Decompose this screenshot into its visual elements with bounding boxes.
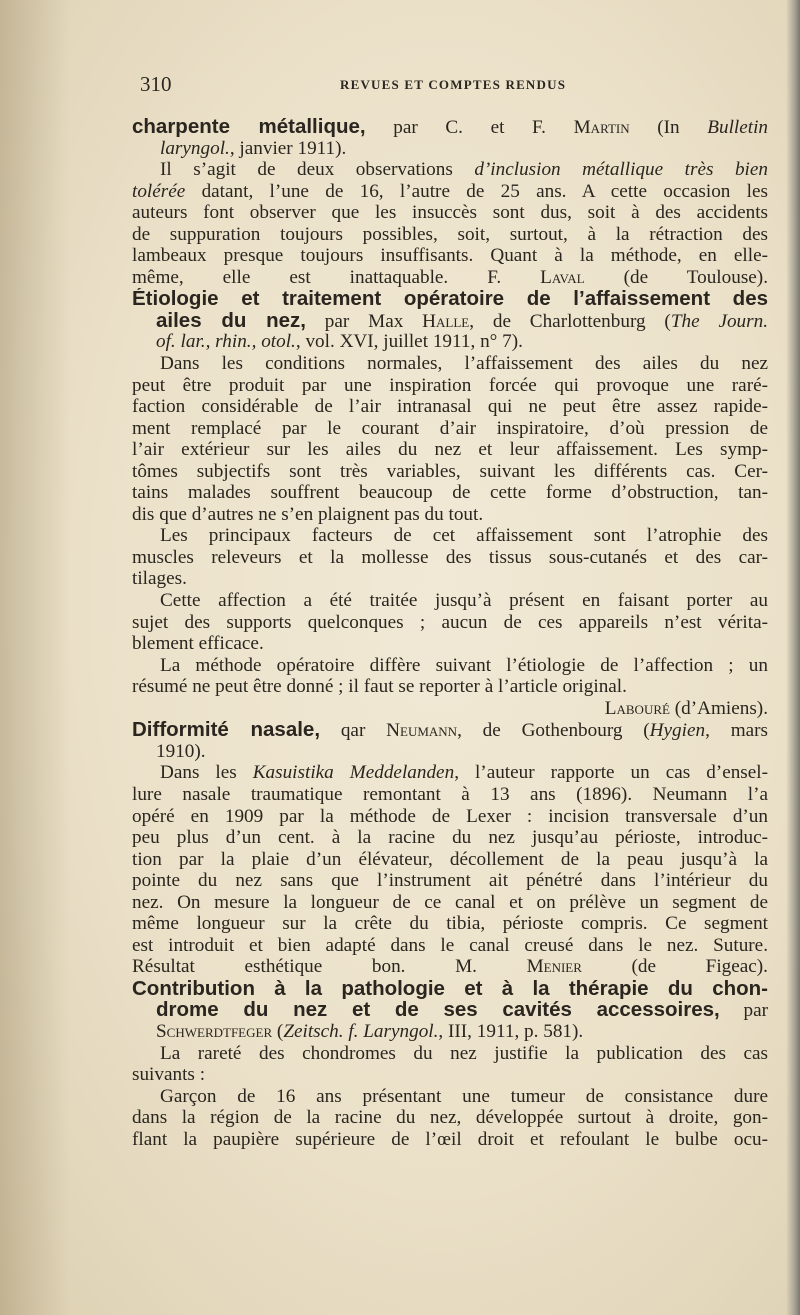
text-line	[132, 806, 768, 828]
text-segment: Dans les conditions normales, l’affaissement des ailes du nez	[160, 353, 768, 375]
text-line	[132, 525, 768, 547]
text-line	[132, 719, 768, 741]
italic-text: Zeitsch. f. Laryngol.	[283, 1020, 439, 1042]
text-line	[132, 698, 768, 720]
text-segment: même longueur sur la crête du tibia, périoste compris. Ce segment	[132, 913, 768, 935]
text-segment: (de Figeac).	[581, 956, 768, 978]
text-line	[132, 245, 768, 267]
text-segment: faction considérable de l’air intranasal qui ne peut être assez rapide-	[132, 396, 768, 418]
text-line	[132, 999, 768, 1021]
author-name: Labouré	[604, 697, 670, 719]
text-line	[132, 159, 768, 181]
text-segment: 1910).	[156, 740, 206, 762]
text-line	[132, 1064, 768, 1086]
running-head: REVUES ET COMPTES RENDUS	[340, 77, 567, 92]
text-line	[132, 504, 768, 526]
text-segment: tion par la plaie d’un élévateur, décollement de la peau jusqu’à la	[132, 848, 768, 870]
text-segment: tilages.	[132, 568, 187, 590]
text-line	[132, 784, 768, 806]
author-name: Halle	[422, 310, 470, 332]
text-segment: , de Gothenbourg (	[457, 720, 650, 741]
text-segment: même, elle est inattaquable. F.	[132, 266, 541, 288]
italic-text: tolérée	[132, 180, 186, 202]
text-segment: Il s’agit de deux observations	[160, 159, 475, 181]
text-line	[132, 827, 768, 849]
text-segment: opéré en 1909 par la méthode de Lexer : incision transversale d’un	[132, 805, 768, 827]
text-segment: La méthode opératoire diffère suivant l’étiologie de l’affection ; un	[160, 654, 768, 676]
article-title: Contribution à la pathologie et à la thérapie du chon-	[132, 977, 768, 1000]
italic-text: Kasuistika Meddelanden	[252, 762, 455, 784]
text-line	[132, 849, 768, 871]
page-number: 310	[140, 72, 172, 96]
text-line	[132, 676, 768, 698]
text-segment: Les principaux facteurs de cet affaissement sont l’atrophie des	[160, 525, 768, 547]
body-text	[132, 116, 768, 1150]
text-segment: sujet des supports quelconques ; aucun de ces appareils n’est vérita-	[132, 611, 768, 633]
author-name: Menier	[526, 956, 582, 978]
text-line	[132, 267, 768, 289]
text-line	[132, 762, 768, 784]
text-segment: suivants :	[132, 1064, 206, 1086]
text-segment: lambeaux presque toujours insuffisants. Quant à la méthode, en elle-	[132, 245, 768, 267]
text-line	[132, 482, 768, 504]
italic-text: Hygien	[649, 720, 706, 741]
text-segment: ment remplacé par le courant d’air inspiratoire, d’où pression de	[132, 417, 768, 439]
text-segment: nez. On mesure la longueur de ce canal et on prélève un segment de	[132, 891, 768, 913]
text-line	[132, 202, 768, 224]
text-line	[132, 331, 768, 353]
text-segment: Résultat esthétique bon. M.	[132, 956, 527, 978]
author-name: Neumann	[386, 720, 458, 741]
text-line	[132, 568, 768, 590]
text-segment: Cette affection a été traitée jusqu’à présent en faisant porter au	[160, 590, 768, 612]
text-line	[132, 870, 768, 892]
text-segment: par Max	[305, 310, 423, 332]
text-segment: , de Charlottenburg (	[469, 310, 671, 332]
text-segment: tômes subjectifs sont très variables, suivant les différents cas. Cer-	[132, 460, 768, 482]
italic-text: The Journ.	[670, 310, 768, 332]
text-line	[132, 913, 768, 935]
text-line	[132, 181, 768, 203]
text-segment: auteurs font observer que les insuccès sont dus, soit à des accidents	[132, 202, 768, 224]
text-segment: lure nasale traumatique remontant à 13 ans (1896). Neumann l’a	[132, 783, 768, 805]
text-line	[132, 1021, 768, 1043]
text-segment: (	[272, 1020, 284, 1042]
text-segment: , l’auteur rapporte un cas d’ensel-	[454, 762, 768, 784]
text-line	[132, 396, 768, 418]
text-line	[132, 439, 768, 461]
text-segment: l’air extérieur sur les ailes du nez et leur affaissement. Les symp-	[132, 439, 768, 461]
italic-text: Bulletin	[707, 117, 768, 138]
text-line	[132, 978, 768, 1000]
text-line	[132, 116, 768, 138]
text-line	[132, 1086, 768, 1108]
text-segment: par	[719, 1000, 768, 1021]
text-segment: de suppuration toujours possibles, soit, surtout, à la rétraction des	[132, 223, 768, 245]
text-line	[132, 224, 768, 246]
text-line	[132, 310, 768, 332]
text-line	[132, 655, 768, 677]
text-segment: dans la région de la racine du nez, développée surtout à droite, gon-	[132, 1107, 768, 1129]
text-segment: Garçon de 16 ans présentant une tumeur de consistance dure	[160, 1085, 768, 1107]
text-line	[132, 590, 768, 612]
text-segment: , vol. XVI, juillet 1911, n° 7).	[295, 331, 523, 353]
text-segment: flant la paupière supérieure de l’œil droit et refoulant le bulbe ocu-	[132, 1128, 768, 1150]
article-title: charpente métallique,	[132, 116, 366, 138]
text-segment: Dans les	[160, 762, 253, 784]
text-line	[132, 353, 768, 375]
article-title: Difformité nasale,	[132, 719, 321, 741]
author-name: Laval	[540, 266, 585, 288]
text-segment: est introduit et bien adapté dans le canal creusé dans le nez. Suture.	[132, 934, 768, 956]
text-segment: tains malades souffrent beaucoup de cette forme d’obstruction, tan-	[132, 482, 768, 504]
text-segment: par C. et F.	[365, 117, 574, 138]
author-name: Schwerdtfeger	[156, 1020, 273, 1042]
text-segment: La rareté des chondromes du nez justifie la publication des cas	[160, 1042, 768, 1064]
article-title: Étiologie et traitement opératoire de l’affaissement des	[132, 288, 768, 310]
text-line	[132, 633, 768, 655]
text-segment: blement efficace.	[132, 633, 264, 655]
italic-text: laryngol.	[160, 137, 230, 159]
text-segment: pointe du nez sans que l’instrument ait pénétré dans l’intérieur du	[132, 870, 768, 892]
author-name: Martin	[573, 117, 630, 138]
text-line	[132, 375, 768, 397]
text-segment: datant, l’une de 16, l’autre de 25 ans. A cette occasion les	[185, 180, 768, 202]
text-segment: , janvier 1911).	[229, 137, 347, 159]
page-header	[140, 72, 768, 102]
text-segment: (d’Amiens).	[669, 697, 768, 719]
text-line	[132, 418, 768, 440]
text-segment: muscles releveurs et la mollesse des tissus sous-cutanés et des car-	[132, 546, 768, 568]
text-segment: dis que d’autres ne s’en plaignent pas du tout.	[132, 503, 484, 525]
text-line	[132, 956, 768, 978]
text-segment: peu plus d’un cent. à la racine du nez jusqu’au périoste, introduc-	[132, 827, 768, 849]
text-segment: (In	[629, 117, 708, 138]
text-line	[132, 612, 768, 634]
article-title: ailes du nez,	[156, 309, 306, 332]
text-line	[132, 288, 768, 310]
italic-text: d’inclusion métallique très bien	[474, 159, 768, 181]
text-line	[132, 741, 768, 763]
text-line	[132, 138, 768, 160]
text-line	[132, 1107, 768, 1129]
text-line	[132, 547, 768, 569]
text-line	[132, 935, 768, 957]
text-line	[132, 892, 768, 914]
text-segment: , mars	[705, 720, 768, 741]
text-segment: (de Toulouse).	[584, 266, 768, 288]
article-title: drome du nez et de ses cavités accessoires,	[156, 999, 720, 1021]
text-line	[132, 461, 768, 483]
text-segment: résumé ne peut être donné ; il faut se reporter à l’article original.	[132, 676, 627, 698]
text-segment: qar	[320, 720, 387, 741]
text-line	[132, 1043, 768, 1065]
text-line	[132, 1129, 768, 1151]
text-segment: , III, 1911, p. 581).	[438, 1020, 584, 1042]
italic-text: of. lar., rhin., otol.	[156, 331, 296, 353]
text-segment: peut être produit par une inspiration forcée qui provoque une raré-	[132, 374, 768, 396]
